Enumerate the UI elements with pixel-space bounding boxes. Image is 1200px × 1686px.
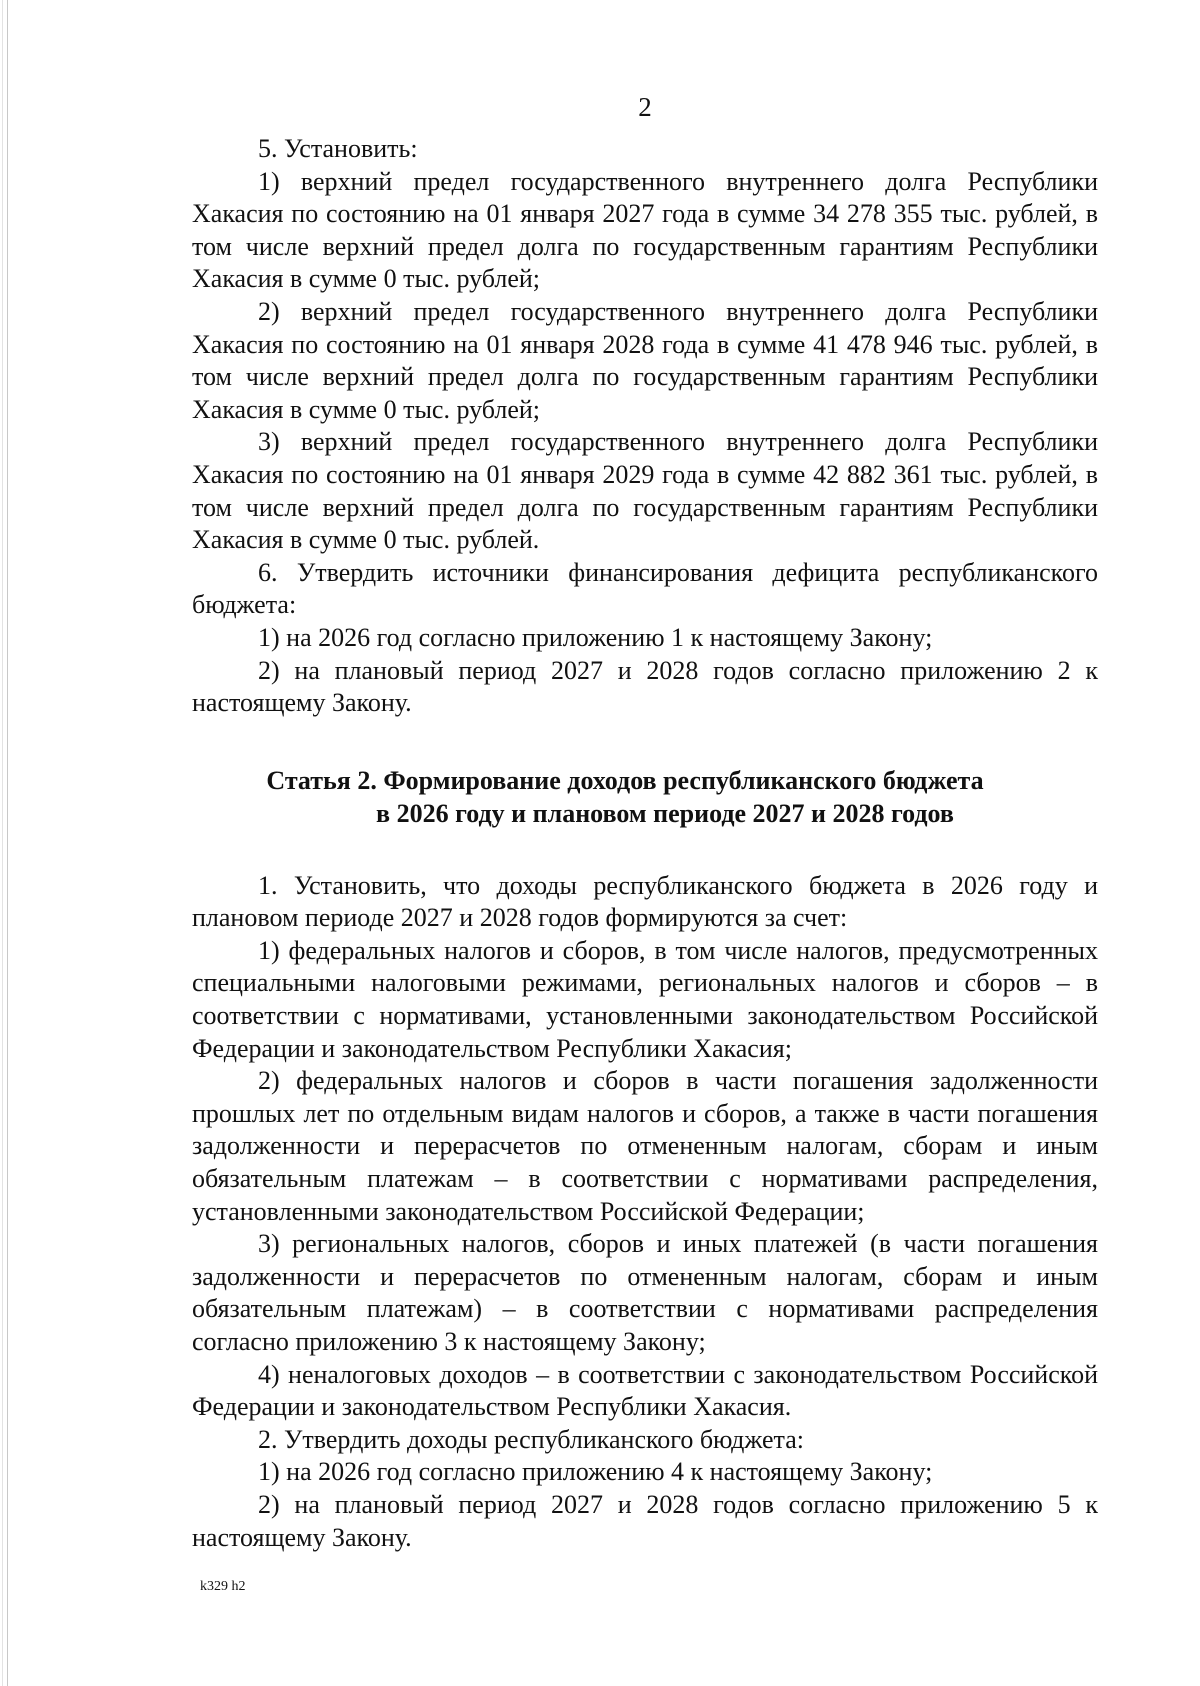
section-6-item-2: 2) на плановый период 2027 и 2028 годов согласно приложению 2 к настоящему Закону.	[192, 655, 1098, 718]
scan-edge-outer	[2, 0, 3, 1686]
section-5-item-1: 1) верхний предел государственного внутреннего долга Республики Хакасия по состоянию на 01 января 2027 года в сумме 34 278 355 тыс. рублей, в том числе верхний предел долга по государственным гарантиям Республики Хакасия в сумме 0 тыс. рублей;	[192, 166, 1098, 294]
section-6-intro: 6. Утвердить источники финансирования дефицита республиканского бюджета:	[192, 557, 1098, 620]
article-2-part-1-item-1: 1) федеральных налогов и сборов, в том числе налогов, предусмотренных специальными налоговыми режимами, региональных налогов и сборов – в соответствии с нормативами, установленными законодательством Российской Федерации и законодательством Республики Хакасия;	[192, 935, 1098, 1063]
section-6-item-1: 1) на 2026 год согласно приложению 1 к настоящему Закону;	[258, 622, 933, 652]
article-2-heading-line-2: в 2026 году и плановом периоде 2027 и 2028 годов	[376, 798, 954, 828]
section-5-intro: 5. Установить:	[258, 134, 418, 163]
document-code: k329 h2	[200, 1579, 246, 1594]
spacer	[192, 830, 1098, 870]
article-2-part-2-intro: 2. Утвердить доходы республиканского бюджета:	[258, 1424, 804, 1454]
article-2-part-2-item-2: 2) на плановый период 2027 и 2028 годов согласно приложению 5 к настоящему Закону.	[192, 1489, 1098, 1552]
spacer	[192, 720, 1098, 764]
scan-edge-inner	[7, 0, 8, 1686]
article-2-part-1-intro: 1. Установить, что доходы республиканского бюджета в 2026 году и плановом периоде 2027 и 2028 годов формируются за счет:	[192, 870, 1098, 933]
article-2-part-1-item-3: 3) региональных налогов, сборов и иных платежей (в части погашения задолженности и перерасчетов по отмененным налогам, сборам и иным обязательным платежам) – в соответствии с нормативами распределения согласно приложению 3 к настоящему Закону;	[192, 1229, 1098, 1356]
article-2-heading	[192, 764, 1098, 830]
article-2-part-1-item-4: 4) неналоговых доходов – в соответствии с законодательством Российской Федерации и законодательством Республики Хакасия.	[192, 1359, 1098, 1422]
document-body	[192, 133, 1098, 1554]
page-number: 2	[638, 92, 652, 122]
section-5-item-2: 2) верхний предел государственного внутреннего долга Республики Хакасия по состоянию на 01 января 2028 года в сумме 41 478 946 тыс. рублей, в том числе верхний предел долга по государственным гарантиям Республики Хакасия в сумме 0 тыс. рублей;	[192, 296, 1098, 424]
article-2-part-1-item-2: 2) федеральных налогов и сборов в части погашения задолженности прошлых лет по отдельным видам налогов и сборов, а также в части погашения задолженности и перерасчетов по отмененным налогам, сборам и иным обязательным платежам – в соответствии с нормативами распределения, установленными законодательством Российской Федерации;	[192, 1066, 1098, 1226]
section-5-item-3: 3) верхний предел государственного внутреннего долга Республики Хакасия по состоянию на 01 января 2029 года в сумме 42 882 361 тыс. рублей, в том числе верхний предел долга по государственным гарантиям Республики Хакасия в сумме 0 тыс. рублей.	[192, 427, 1098, 555]
article-2-part-2-item-1: 1) на 2026 год согласно приложению 4 к настоящему Закону;	[258, 1457, 933, 1487]
article-2-heading-line-1: Статья 2. Формирование доходов республиканского бюджета	[266, 765, 984, 795]
